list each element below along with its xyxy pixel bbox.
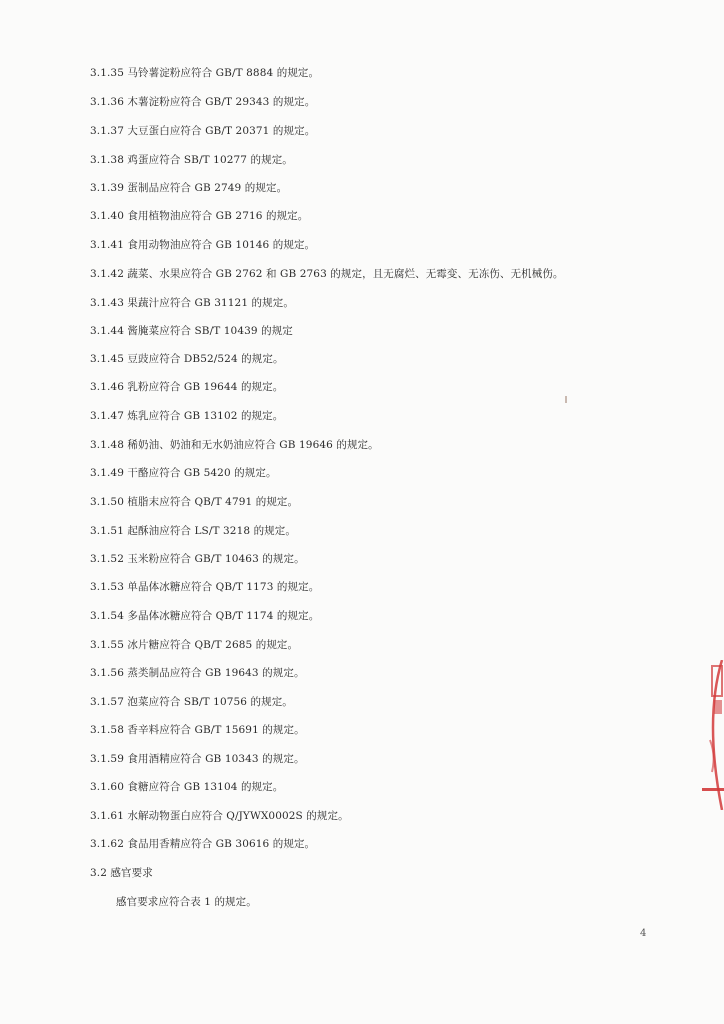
clause-3-1-36: 3.1.36 木薯淀粉应符合 GB/T 29343 的规定。 — [90, 96, 316, 108]
page-number: 4 — [640, 928, 647, 939]
clause-3-1-52: 3.1.52 玉米粉应符合 GB/T 10463 的规定。 — [90, 553, 305, 565]
clause-3-1-43: 3.1.43 果蔬汁应符合 GB 31121 的规定。 — [90, 297, 294, 309]
clause-3-1-45: 3.1.45 豆豉应符合 DB52/524 的规定。 — [90, 353, 284, 365]
clause-3-1-49: 3.1.49 干酪应符合 GB 5420 的规定。 — [90, 467, 277, 479]
clause-3-1-51: 3.1.51 起酥油应符合 LS/T 3218 的规定。 — [90, 525, 296, 537]
clause-3-1-54: 3.1.54 多晶体冰糖应符合 QB/T 1174 的规定。 — [90, 610, 320, 622]
clause-3-1-35: 3.1.35 马铃薯淀粉应符合 GB/T 8884 的规定。 — [90, 67, 320, 79]
scan-speck — [565, 396, 567, 403]
clause-3-1-53: 3.1.53 单晶体冰糖应符合 QB/T 1173 的规定。 — [90, 581, 320, 593]
clause-3-1-40: 3.1.40 食用植物油应符合 GB 2716 的规定。 — [90, 210, 309, 222]
clause-3-1-44: 3.1.44 酱腌菜应符合 SB/T 10439 的规定 — [90, 325, 293, 337]
clause-3-1-41: 3.1.41 食用动物油应符合 GB 10146 的规定。 — [90, 239, 316, 251]
clause-3-1-62: 3.1.62 食品用香精应符合 GB 30616 的规定。 — [90, 838, 316, 850]
clause-3-1-46: 3.1.46 乳粉应符合 GB 19644 的规定。 — [90, 381, 284, 393]
clause-3-1-38: 3.1.38 鸡蛋应符合 SB/T 10277 的规定。 — [90, 154, 293, 166]
clause-3-1-59: 3.1.59 食用酒精应符合 GB 10343 的规定。 — [90, 753, 305, 765]
clause-3-1-61: 3.1.61 水解动物蛋白应符合 Q/JYWX0002S 的规定。 — [90, 810, 349, 822]
clause-3-1-39: 3.1.39 蛋制品应符合 GB 2749 的规定。 — [90, 182, 288, 194]
clause-3-1-50: 3.1.50 植脂末应符合 QB/T 4791 的规定。 — [90, 496, 299, 508]
clause-3-1-56: 3.1.56 蒸类制品应符合 GB 19643 的规定。 — [90, 667, 305, 679]
clause-3-1-60: 3.1.60 食糖应符合 GB 13104 的规定。 — [90, 781, 284, 793]
clause-3-1-37: 3.1.37 大豆蛋白应符合 GB/T 20371 的规定。 — [90, 125, 316, 137]
clause-3-1-55: 3.1.55 冰片糖应符合 QB/T 2685 的规定。 — [90, 639, 299, 651]
red-seal-stamp-edge — [696, 660, 724, 810]
clause-3-1-57: 3.1.57 泡菜应符合 SB/T 10756 的规定。 — [90, 696, 293, 708]
clause-3-1-48: 3.1.48 稀奶油、奶油和无水奶油应符合 GB 19646 的规定。 — [90, 439, 379, 451]
body-paragraph: 感官要求应符合表 1 的规定。 — [116, 896, 257, 908]
clause-3-1-47: 3.1.47 炼乳应符合 GB 13102 的规定。 — [90, 410, 284, 422]
clause-3-1-58: 3.1.58 香辛料应符合 GB/T 15691 的规定。 — [90, 724, 305, 736]
section-heading-3-2: 3.2 感官要求 — [90, 867, 153, 879]
clause-3-1-42: 3.1.42 蔬菜、水果应符合 GB 2762 和 GB 2763 的规定，且无腐烂、无霉变、无冻伤、无机械伤。 — [90, 268, 564, 280]
